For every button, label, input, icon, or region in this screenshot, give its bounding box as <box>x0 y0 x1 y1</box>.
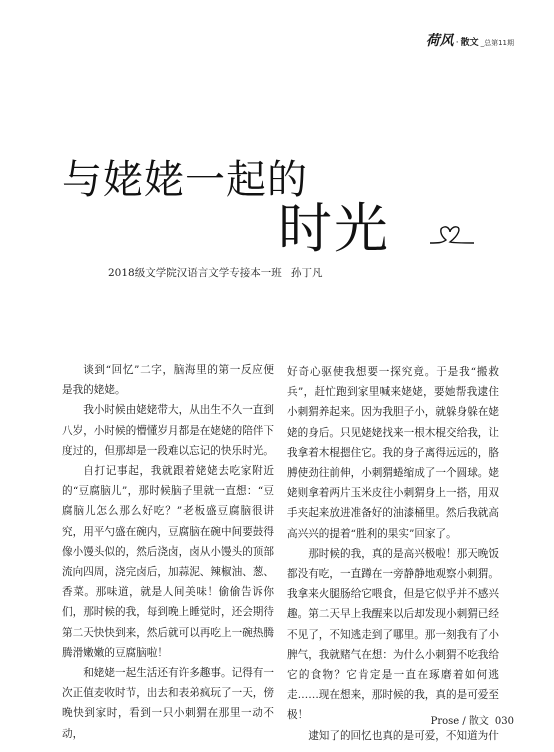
column-name: 散文 <box>460 38 479 48</box>
footer-section-label: Prose / 散文 <box>430 716 489 727</box>
article-title-line2: 时光 <box>278 197 390 260</box>
article-title-line1: 与姥姥一起的 <box>62 157 308 203</box>
paragraph: 我小时候由姥姥带大，从出生不久一直到八岁，小时候的懵懂岁月都是在姥姥的陪伴下度过的，但那却是一段难以忘记的快乐时光。 <box>62 404 274 457</box>
paragraph-continuation: 好奇心驱使我想要一探究竟。于是我“搬救兵”，赶忙跑到家里喊来姥姥，要她帮我逮住小刺猬养起来。因为我胆子小，就躲身躲在姥姥的身后。只见姥姥找来一根木棍交给我，让我拿着木棍摁住它。我的身子离得远远的，胳膊使劲往前伸，小刺猬蜷缩成了一个圆球。姥姥则拿着两片玉米皮往小刺猬身上一搭，用双手夹起来放进准备好的油漆桶里。然后我就高高兴兴的提着“胜利的果实”回家了。 <box>287 366 499 540</box>
article-right-column <box>287 362 499 746</box>
journal-logo: 荷风 <box>425 33 454 49</box>
paragraph: 那时候的我，真的是高兴极啦！那天晚饭都没有吃，一直蹲在一旁静静地观察小刺猬。我拿来火腿肠给它喂食，但是它似乎并不感兴趣。第二天早上我醒来以后却发现小刺猬已经不见了，不知逃走到了哪里。那一刻我有了小脾气，我就赌气在想：为什么小刺猬不吃我给它的食物？它肯定是一直在琢磨着如何逃走……现在想来，那时候的我，真的是可爱至极！ <box>287 547 499 722</box>
paragraph: 逮知了的回忆也真的是可爱，不知道为什 <box>308 729 499 742</box>
author-byline: 2018级文学院汉语言文学专接本一班 孙丁凡 <box>108 267 323 279</box>
paragraph: 谈到“回忆”二字，脑海里的第一反应便是我的姥姥。 <box>62 364 274 397</box>
page-number: 030 <box>494 716 514 727</box>
heart-icon <box>430 222 474 246</box>
paragraph: 自打记事起，我就跟着姥姥去吃家附近的“豆腐脑儿”，那时候脑子里就一直想：“豆腐脑儿怎么那么好吃？”老板盛豆腐脑很讲究，用平勺盛在碗内，豆腐脑在碗中间要鼓得像小馒头似的，然后浇卤，卤从小馒头的顶部流向四周，浇完卤后，加蒜泥、辣椒油、葱、香菜。那味道，就是人间美味！偷偷告诉你们，那时候的我，每到晚上睡觉时，还会期待第二天快快到来，然后就可以再吃上一碗热腾腾滑嫩嫩的豆腐脑啦！ <box>62 465 274 659</box>
page-footer <box>431 712 514 727</box>
issue-number: _总第11期 <box>480 39 514 47</box>
header-separator: · <box>455 38 459 48</box>
article-left-column <box>62 360 274 744</box>
paragraph: 和姥姥一起生活还有许多趣事。记得有一次正值麦收时节，出去和表弟疯玩了一天，傍晚快到家时，看到一只小刺猬在那里一动不动， <box>62 667 274 740</box>
journal-header <box>426 30 514 50</box>
